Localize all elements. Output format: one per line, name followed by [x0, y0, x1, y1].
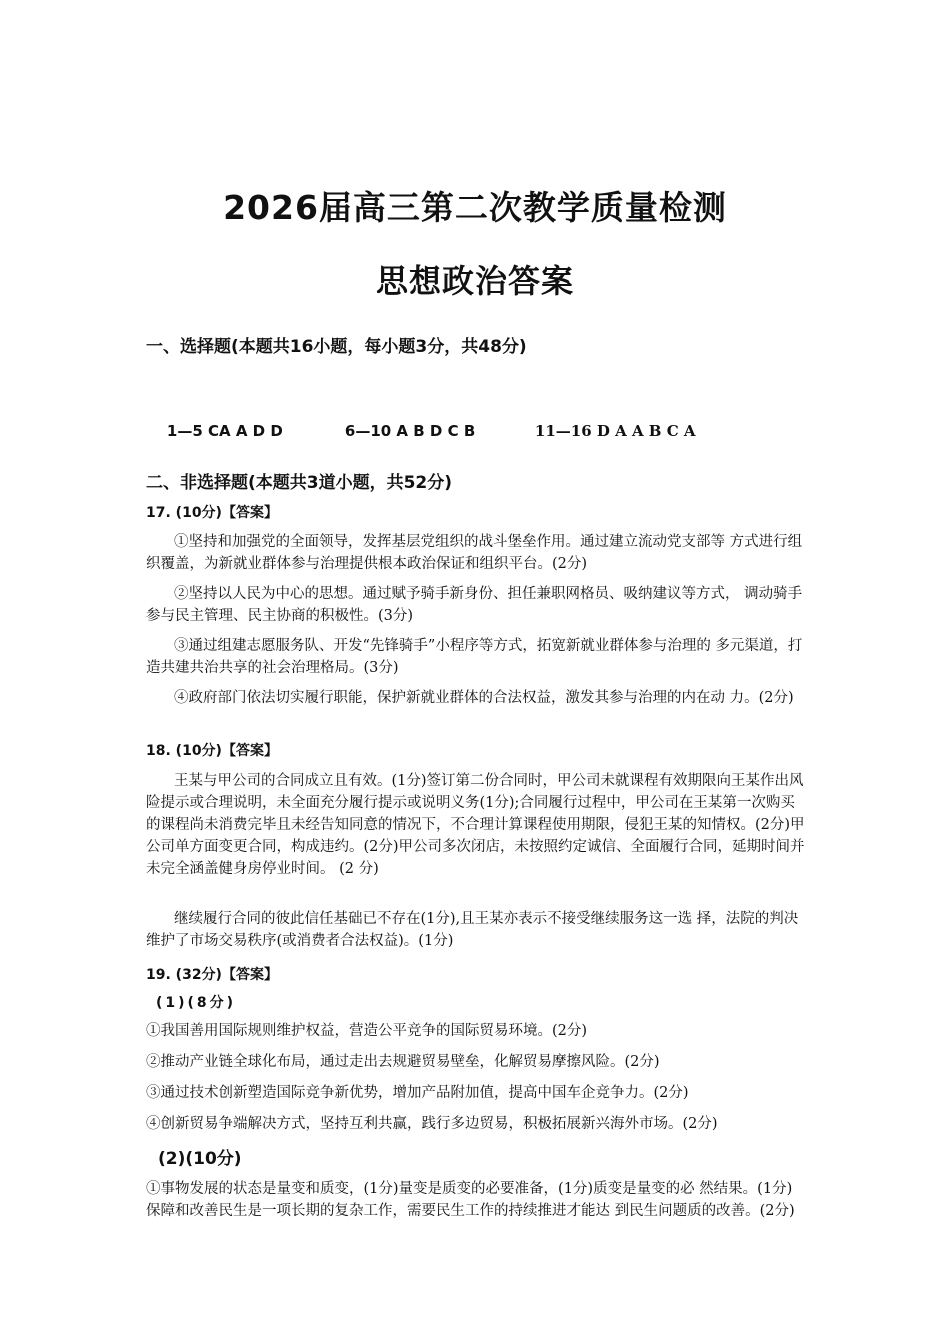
q19-header: 19. (32分)【答案】 — [146, 967, 278, 983]
section1-heading: 一、选择题(本题共16小题，每小题3分，共48分) — [146, 337, 527, 357]
q18-paragraph-2: 继续履行合同的彼此信任基础已不存在(1分),且王某亦表示不接受继续服务这一选 择，法院的判决维护了市场交易秩序(或消费者合法权益)。(1分) — [146, 911, 799, 949]
mc-answers-group-1: 1—5 CA A D D — [166, 422, 283, 440]
q17-point-4: ④政府部门依法切实履行职能，保护新就业群体的合法权益，激发其参与治理的内在动 力。(2分) — [174, 690, 794, 706]
mc-answers-row — [146, 404, 696, 458]
q17-header: 17. (10分)【答案】 — [146, 505, 278, 521]
mc-answers-group-2: 6—10 A B D C B — [344, 422, 476, 440]
q17-point-3: ③通过组建志愿服务队、开发“先锋骑手”小程序等方式，拓宽新就业群体参与治理的 多元渠道，打造共建共治共享的社会治理格局。(3分) — [146, 638, 803, 676]
q17-point-2: ②坚持以人民为中心的思想。通过赋予骑手新身份、担任兼职网格员、吸纳建议等方式， 调动骑手参与民主管理、民主协商的积极性。(3分) — [146, 586, 803, 624]
page-title: 2026届高三第二次教学质量检测 — [223, 188, 727, 227]
q19-part1-header: (1)(8分) — [156, 995, 237, 1011]
q19-part1-point-1: ①我国善用国际规则维护权益，营造公平竞争的国际贸易环境。(2分) — [146, 1023, 588, 1039]
mc-answers-group-3: 11—16 D A A B C A — [534, 422, 696, 440]
section2-heading: 二、非选择题(本题共3道小题，共52分) — [146, 473, 453, 493]
q19-part1-point-3: ③通过技术创新塑造国际竞争新优势，增加产品附加值，提高中国车企竞争力。(2分) — [146, 1085, 689, 1101]
page-subtitle: 思想政治答案 — [375, 262, 574, 300]
q17-point-1: ①坚持和加强党的全面领导，发挥基层党组织的战斗堡垒作用。通过建立流动党支部等 方式进行组织覆盖，为新就业群体参与治理提供根本政治保证和组织平台。(2分) — [146, 534, 803, 572]
q19-part2-header: (2)(10分) — [158, 1149, 242, 1169]
q19-part1-point-2: ②推动产业链全球化布局，通过走出去规避贸易壁垒，化解贸易摩擦风险。(2分) — [146, 1054, 660, 1070]
q19-part1-point-4: ④创新贸易争端解决方式，坚持互利共赢，践行多边贸易，积极拓展新兴海外市场。(2分) — [146, 1116, 718, 1132]
q18-paragraph-1: 王某与甲公司的合同成立且有效。(1分)签订第二份合同时，甲公司未就课程有效期限向王某作出风险提示或合理说明，未全面充分履行提示或说明义务(1分);合同履行过程中，甲公司在王某第一次购买的课程尚未消费完毕且未经告知同意的情况下，不合理计算课程使用期限，侵犯王某的知情权。(2分)甲公司单方面变更合同，构成违约。(2分)甲公司多次闭店，未按照约定诚信、全面履行合同，延期时间并未完全涵盖健身房停业时间。 (2 分) — [146, 773, 805, 877]
q18-header: 18. (10分)【答案】 — [146, 743, 278, 759]
q19-part2-paragraph: ①事物发展的状态是量变和质变，(1分)量变是质变的必要准备，(1分)质变是量变的必 然结果。(1分)保障和改善民生是一项长期的复杂工作，需要民生工作的持续推进才能达 到民生问题质的改善。(2分) — [146, 1181, 795, 1219]
